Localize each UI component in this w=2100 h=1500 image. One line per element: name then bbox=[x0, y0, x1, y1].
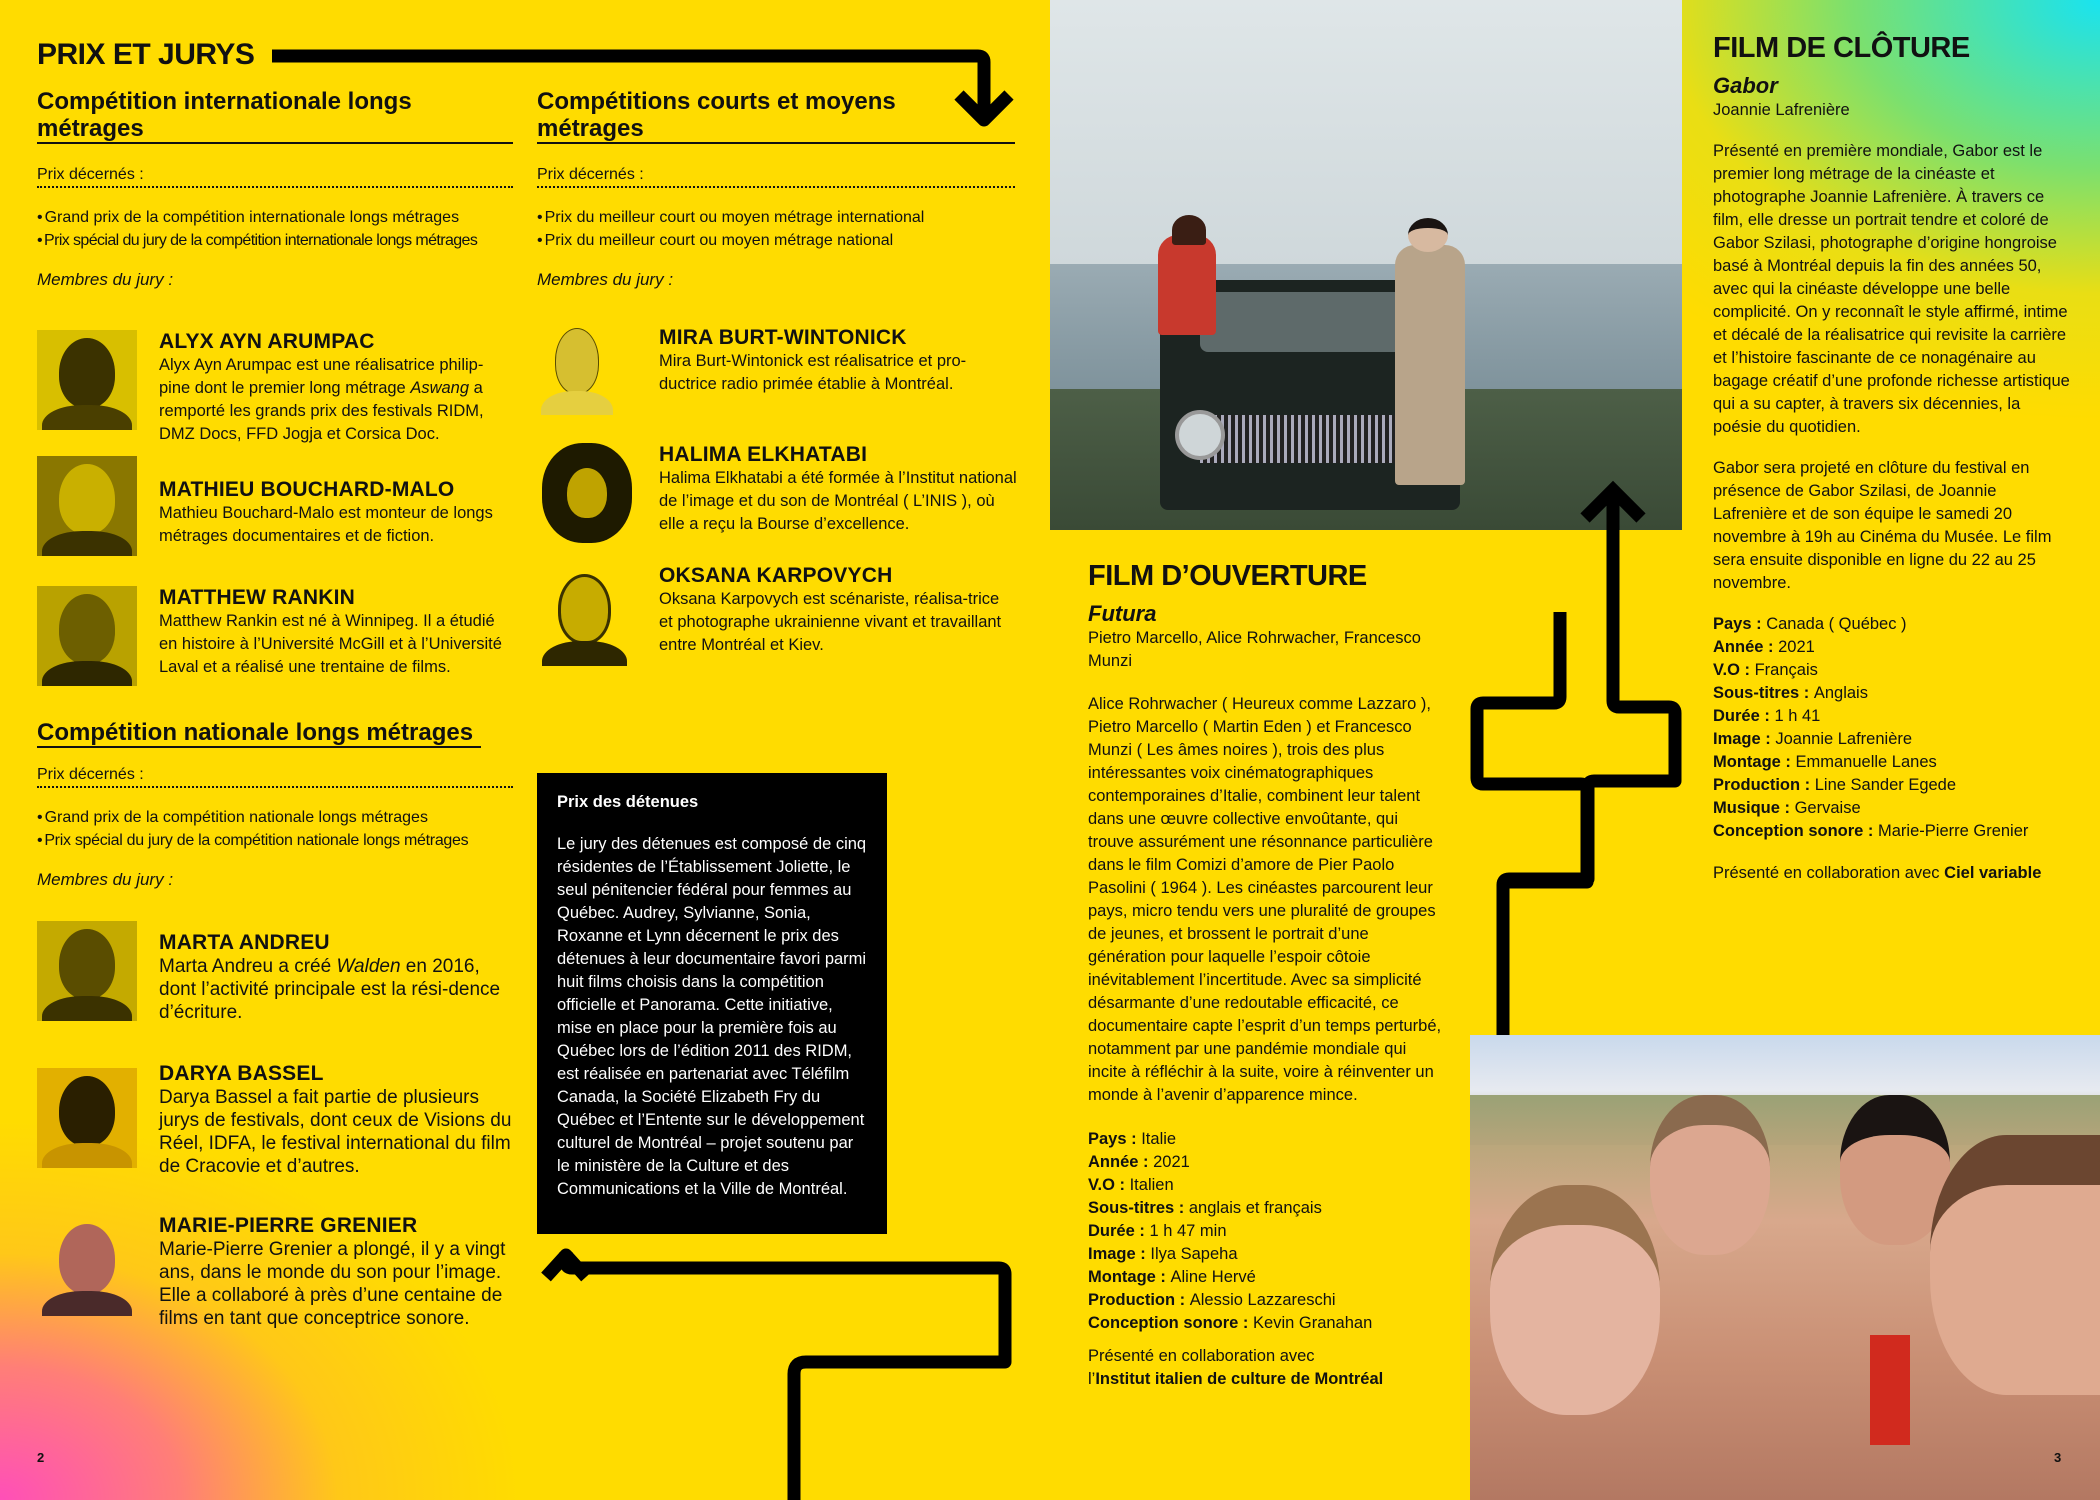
jury-member-bassel bbox=[37, 1062, 513, 1178]
closing-film-header: FILM DE CLÔTURE bbox=[1713, 32, 1970, 64]
fact-row: V.O : Français bbox=[1713, 661, 1818, 679]
partner-name: Ciel variable bbox=[1944, 864, 2042, 882]
national-competition-title: Compétition nationale longs métrages bbox=[37, 719, 481, 748]
member-bio: Mira Burt-Wintonick est réalisatrice et pro-ductrice radio primée établie à Montréal. bbox=[659, 352, 967, 393]
member-bio: Mathieu Bouchard-Malo est monteur de longs métrages documentaires et de fiction. bbox=[159, 504, 493, 545]
avatar bbox=[537, 320, 617, 415]
member-bio: Alyx Ayn Arumpac est une réalisatrice philip-pine dont le premier long métrage Aswang a remporté les grands prix des festivals RIDM, DMZ Docs, FFD Jogja et Corsica Doc. bbox=[159, 356, 484, 443]
avatar bbox=[37, 586, 137, 686]
member-bio: Halima Elkhatabi a été formée à l’Institut national de l’image et du son de Montréal ( L’INIS ), où elle a reçu la Bourse d’excellence. bbox=[659, 469, 1017, 533]
fact-row: Conception sonore : Kevin Granahan bbox=[1088, 1314, 1373, 1332]
opening-film-credit: Présenté en collaboration avec l’Institut italien de culture de Montréal bbox=[1088, 1347, 1384, 1388]
closing-film-title: Gabor bbox=[1713, 73, 1778, 98]
jury-member-bouchard-malo bbox=[37, 456, 513, 556]
opening-film-directors: Pietro Marcello, Alice Rohrwacher, Francesco Munzi bbox=[1088, 629, 1421, 670]
courts-prizes-list bbox=[537, 206, 1015, 252]
fact-row: Musique : Gervaise bbox=[1713, 799, 1861, 817]
fact-row: Durée : 1 h 41 bbox=[1713, 707, 1821, 725]
fact-row: V.O : Italien bbox=[1088, 1176, 1174, 1194]
member-name: OKSANA KARPOVYCH bbox=[659, 564, 893, 587]
fact-row: Image : Ilya Sapeha bbox=[1088, 1245, 1238, 1263]
member-bio: Marie-Pierre Grenier a plongé, il y a vingt ans, dans le monde du son pour l’image. Elle a collaboré à près d’une centaine de films en tant que conceptrice sonore. bbox=[159, 1239, 506, 1329]
jury-member-andreu bbox=[37, 921, 513, 1024]
jury-member-rankin bbox=[37, 586, 513, 686]
avatar bbox=[37, 456, 137, 556]
avatar bbox=[37, 921, 137, 1021]
opening-film-title: Futura bbox=[1088, 601, 1157, 626]
avatar bbox=[37, 1068, 137, 1168]
prize-item: • Prix du meilleur court ou moyen métrage international bbox=[537, 206, 1015, 229]
detenues-body: Le jury des détenues est composé de cinq résidentes de l’Établissement Joliette, le seul pénitencier fédéral pour femmes au Québec. Audrey, Sylvianne, Sonia, Roxanne et Lynn décernent le prix des détenues à leur documentaire favori parmi huit films choisis dans la compétition officielle et Panorama. Cette initiative, mise en place pour la première fois au Québec lors de l’édition 2011 des RIDM, est réalisée en partenariat avec Téléfilm Canada, la Société Elizabeth Fry du Québec et l’Entente sur le développement culturel de Montréal – projet soutenu par le ministère de la Culture et des Communications et la Ville de Montréal. bbox=[557, 835, 867, 1198]
closing-film-section bbox=[1713, 32, 2073, 885]
fact-row: Année : 2021 bbox=[1713, 638, 1815, 656]
member-name: MATHIEU BOUCHARD-MALO bbox=[159, 478, 455, 501]
closing-film-credit: Présenté en collaboration avec Ciel variable bbox=[1713, 864, 2042, 882]
member-bio: Matthew Rankin est né à Winnipeg. Il a étudié en histoire à l’Université McGill et à l’Université Laval et a réalisé une trentaine de films. bbox=[159, 612, 502, 676]
fact-row: Sous-titres : anglais et français bbox=[1088, 1199, 1322, 1217]
avatar bbox=[537, 566, 632, 666]
member-name: ALYX AYN ARUMPAC bbox=[159, 330, 375, 353]
member-name: MATTHEW RANKIN bbox=[159, 586, 356, 609]
national-members-label: Membres du jury : bbox=[37, 870, 174, 889]
avatar bbox=[37, 1216, 137, 1316]
intl-prizes-list bbox=[37, 206, 513, 252]
jury-member-burt-wintonick bbox=[537, 320, 1017, 415]
member-name: HALIMA ELKHATABI bbox=[659, 443, 868, 466]
page-number-right: 3 bbox=[2054, 1450, 2062, 1465]
prix-detenues-box bbox=[537, 773, 887, 1234]
member-bio: Marta Andreu a créé Walden en 2016, dont l’activité principale est la rési-dence d’écriture. bbox=[159, 956, 501, 1023]
detenues-title: Prix des détenues bbox=[557, 793, 699, 811]
fact-row: Image : Joannie Lafrenière bbox=[1713, 730, 1913, 748]
prize-item: • Prix du meilleur court ou moyen métrage national bbox=[537, 229, 1015, 252]
opening-film-facts bbox=[1088, 1128, 1448, 1335]
fact-row: Production : Line Sander Egede bbox=[1713, 776, 1957, 794]
member-name: MIRA BURT-WINTONICK bbox=[659, 326, 907, 349]
jury-member-karpovych bbox=[537, 566, 1017, 666]
intl-competition-section bbox=[37, 88, 513, 290]
page-number-left: 2 bbox=[37, 1450, 45, 1465]
car-photo bbox=[1050, 0, 1682, 530]
jury-member-arumpac bbox=[37, 330, 513, 446]
closing-film-facts bbox=[1713, 613, 2073, 843]
member-bio: Oksana Karpovych est scénariste, réalisa-trice et photographe ukrainienne vivant et travaillant entre Montréal et Kiev. bbox=[659, 590, 1002, 654]
member-name: MARTA ANDREU bbox=[159, 931, 330, 954]
fact-row: Année : 2021 bbox=[1088, 1153, 1190, 1171]
courts-competition-title: Compétitions courts et moyens métrages bbox=[537, 88, 1015, 144]
member-name: MARIE-PIERRE GRENIER bbox=[159, 1214, 418, 1237]
opening-film-synopsis: Alice Rohrwacher ( Heureux comme Lazzaro ), Pietro Marcello ( Martin Eden ) et Francesco Munzi ( Les âmes noires ), trois des plus intéressantes voix cinématographiques contemporaines d’Italie, combinent leur talent dans une œuvre collective envoûtante, qui trouve assurément une résonnance particulière dans le film Comizi d’amore de Pier Paolo Pasolini ( 1964 ). Les cinéastes parcourent leur pays, micro tendu vers une pluralité de groupes de jeunes, et brossent le portrait d’une génération pour laquelle l’espoir côtoie inévitablement l’incertitude. Avec sa simplicité désarmante d’une redoutable efficacité, ce documentaire capte l’esprit d’un temps perturbé, notamment par une pandémie mondiale qui incite à réfléchir à la suite, voire à réinventer un monde à l’avenir d’apparence mince. bbox=[1088, 695, 1442, 1104]
courts-competition-section bbox=[537, 88, 1015, 290]
avatar bbox=[37, 330, 137, 430]
person-face bbox=[1490, 1185, 1660, 1415]
intl-prizes-label: Prix décernés : bbox=[37, 166, 513, 188]
man-beige-coat bbox=[1395, 245, 1465, 485]
courts-members-label: Membres du jury : bbox=[537, 270, 674, 289]
avatar bbox=[537, 443, 637, 543]
national-prizes-list bbox=[37, 806, 513, 852]
partner-name: Institut italien de culture de Montréal bbox=[1095, 1370, 1384, 1388]
page-header-prix-et-jurys: PRIX ET JURYS bbox=[37, 38, 255, 71]
national-competition-section bbox=[37, 719, 513, 890]
prize-item: • Prix spécial du jury de la compétition internationale longs métrages bbox=[37, 229, 513, 252]
closing-film-director: Joannie Lafrenière bbox=[1713, 101, 1850, 119]
woman-red-coat bbox=[1158, 235, 1216, 335]
fact-row: Production : Alessio Lazzareschi bbox=[1088, 1291, 1336, 1309]
opening-film-header: FILM D’OUVERTURE bbox=[1088, 560, 1367, 592]
jury-member-grenier bbox=[37, 1216, 513, 1330]
person-face bbox=[1650, 1095, 1770, 1255]
fact-row: Montage : Emmanuelle Lanes bbox=[1713, 753, 1937, 771]
national-prizes-label: Prix décernés : bbox=[37, 766, 513, 788]
person-face bbox=[1930, 1135, 2100, 1395]
member-name: DARYA BASSEL bbox=[159, 1062, 324, 1085]
fact-row: Conception sonore : Marie-Pierre Grenier bbox=[1713, 822, 2029, 840]
right-stepped-line bbox=[1460, 540, 1700, 1040]
fact-row: Durée : 1 h 47 min bbox=[1088, 1222, 1227, 1240]
prize-item: • Grand prix de la compétition nationale longs métrages bbox=[37, 806, 513, 829]
opening-film-section bbox=[1088, 560, 1448, 1391]
fact-row: Pays : Canada ( Québec ) bbox=[1713, 615, 1907, 633]
fact-row: Sous-titres : Anglais bbox=[1713, 684, 1868, 702]
prize-item: • Grand prix de la compétition internationale longs métrages bbox=[37, 206, 513, 229]
member-bio: Darya Bassel a fait partie de plusieurs jurys de festivals, dont ceux de Visions du Réel, IDFA, le festival international du film de Cracovie et d’autres. bbox=[159, 1087, 512, 1177]
prize-item: • Prix spécial du jury de la compétition nationale longs métrages bbox=[37, 829, 513, 852]
courts-prizes-label: Prix décernés : bbox=[537, 166, 1015, 188]
teens-photo bbox=[1470, 1035, 2100, 1500]
fact-row: Montage : Aline Hervé bbox=[1088, 1268, 1256, 1286]
jury-member-elkhatabi bbox=[537, 443, 1017, 543]
fact-row: Pays : Italie bbox=[1088, 1130, 1177, 1148]
intl-competition-title: Compétition internationale longs métrages bbox=[37, 88, 513, 144]
closing-film-screening: Gabor sera projeté en clôture du festival en présence de Gabor Szilasi, de Joannie Lafrenière et de son équipe le samedi 20 novembre à 19h au Cinéma du Musée. Le film sera ensuite disponible en ligne du 22 au 25 novembre. bbox=[1713, 459, 2052, 592]
intl-members-label: Membres du jury : bbox=[37, 270, 174, 289]
closing-film-synopsis: Présenté en première mondiale, Gabor est le premier long métrage de la cinéaste et photographe Joannie Lafrenière. À travers ce film, elle dresse un portrait tendre et coloré de Gabor Szilasi, photographe d’origine hongroise basé à Montréal depuis la fin des années 50, avec qui la cinéaste développe une belle complicité. On y reconnaît le style affirmé, intime et décalé de la réalisatrice qui revisite la carrière et l’histoire fascinante de ce nonagénaire au bagage créatif d’une profonde richesse artistique qui a su capter, à travers six décennies, la poésie du quotidien. bbox=[1713, 142, 2070, 436]
